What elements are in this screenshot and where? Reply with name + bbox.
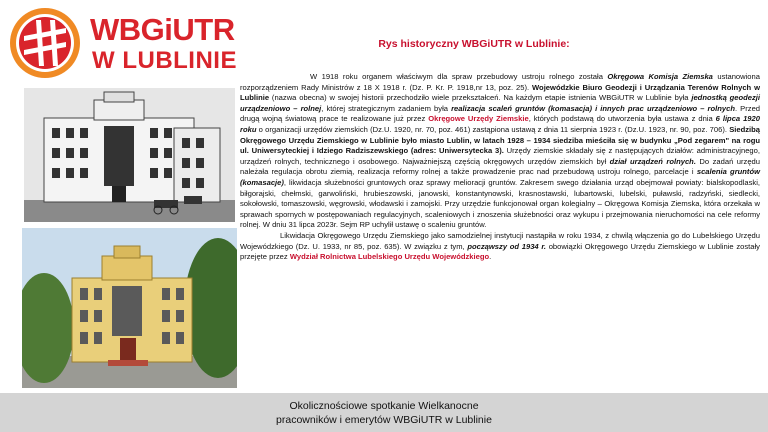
text-segment: , której strategicznym zadaniem była [321, 103, 452, 113]
text-segment: Siedzibą Okręgowego Urzędu Ziemskiego w Lublinie było miasto Lublin, w latach 1928 – 1934 siedziba mieściła się w budynku „Pod zegarem" na rogu ul. Uniwersyteckiej i Idziego Radziszewskiego (adres: Uniwersytecka 3). [240, 124, 760, 156]
text-segment: Likwidacja Okręgowego Urzędu Ziemskiego jako samodzielnej instytucji nastąpiła w roku 1934, z chwilą włączenia go do Lubelskiego Urzędu Wojewódzkiego (Dz. U. 1933, nr 85, poz. 635). W związku z tym, [240, 230, 760, 251]
text-segment: (nazwa obecna) w swojej historii przechodziło wiele przekształceń. Na każdym etapie istnienia WBGiUTR w Lublinie była [269, 93, 692, 103]
footer-line-2: pracowników i emerytów WBGiUTR w Lublinie [276, 414, 492, 426]
text-segment: dział urządzeń rolnych. [609, 156, 696, 166]
text-segment: Do zadań urzędu należała regulacja obrotu ziemią, realizacja reformy rolnej a także prowadzenie prac nad przebudową ustroju rolnego, parcelacje i [240, 156, 760, 177]
text-segment: Okręgowe Urzędy Ziemskie [428, 114, 529, 124]
footer-banner [0, 393, 768, 432]
text-segment: , likwidacja służebności gruntowych oraz sprawy melioracji gruntów. Zakresem swego działania urząd obejmował powiaty: bialskopodlaski, biłgorajski, chełmski, garwoliński, hrubieszowski, janowski, konstantynowski, krasnostawski, lubartowski, lubelski, puławski, radzyński, siedlecki, sokołowski, tomaszowski, węgrowski, włodawski i zamojski. Przy urzędzie funkcjonował organ kolegialny – Okręgowa Komisja Ziemska, która orzekała w sprawach spornych w postępowaniach regulacyjnych, scaleniowych i znoszenia służebności oraz wykupu i przejmowania nieruchomości na cele reformy rolnej. W dniu 31 lipca 2023r. Sejm RP uchylił ustawę o scaleniu gruntów. [240, 177, 760, 230]
text-segment: Okręgowa Komisja Ziemska [607, 72, 713, 81]
text-segment: począwszy od 1934 r. [467, 241, 546, 251]
text-segment: , których podstawą do utworzenia była ustawa z dnia [528, 114, 716, 124]
text-segment: . Przed drugą wojną światową prace te realizowane już przez [240, 103, 761, 124]
text-segment: Urzędy ziemskie składały się z następujących działów: administracyjnego, urządzeń rolnych, technicznego i osobowego. Najważniejszą częścią okręgowych urzędów ziemskich był [240, 146, 760, 166]
text-segment: . [489, 252, 492, 262]
logo-text-line1: WBGiUTR [90, 12, 235, 47]
text-segment: obowiązki Okręgowego Urzędu Ziemskiego w Lublinie zostały przejęte przez [240, 241, 760, 262]
text-segment: o organizacji urzędów ziemskich (Dz.U. 1920, nr. 70, poz. 461) zastąpiona ustawą z dnia 11 sierpnia 1923 r. (Dz.U. 1923, nr. 90, poz. 706). [256, 124, 730, 134]
page-title: Rys historyczny WBGiUTR w Lublinie: [378, 38, 570, 50]
historic-building-photo [24, 88, 235, 222]
current-building-photo [22, 228, 237, 388]
text-segment: ustanowiona rozporządzeniem Rady Ministrów z 18 X 1918 r. (Dz. P. Kr. P. 1918,nr 13, poz. 25). [240, 72, 760, 92]
logo-text-line2: W LUBLINIE [92, 47, 237, 74]
text-segment: W 1918 roku organem właściwym dla spraw przebudowy ustroju rolnego została [310, 72, 608, 81]
footer-line-1: Okolicznościowe spotkanie Wielkanocne [289, 400, 479, 412]
history-article [240, 72, 760, 263]
text-segment: realizacja scaleń gruntów (komasacja) i innych prac urządzeniowo – rolnych [451, 103, 735, 113]
text-segment: Wojewódzkie Biuro Geodezji i Urządzania Terenów Rolnych w Lublinie [240, 82, 760, 103]
text-segment: jednostką geodezji urządzeniowo – rolnej [240, 93, 760, 113]
article-paragraph-2 [240, 231, 760, 263]
text-segment: Wydział Rolnictwa Lubelskiego Urzędu Wojewódzkiego [289, 252, 490, 262]
article-paragraph-1 [240, 72, 760, 231]
text-segment: 6 lipca 1920 roku [240, 114, 760, 134]
text-segment: scalenia gruntów (komasacje) [240, 167, 760, 187]
